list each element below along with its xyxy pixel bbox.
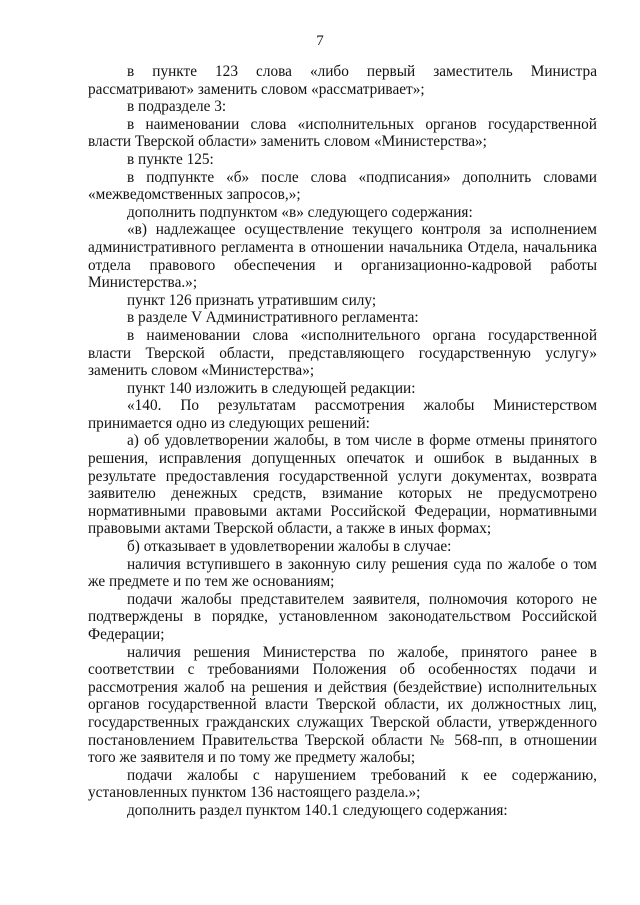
paragraph-amend-item-123: в пункте 123 слова «либо первый заместитель Министра рассматривают» заменить словом «рассматривает»; [88, 63, 597, 98]
document-body [88, 63, 597, 820]
paragraph-case-court-decision: наличия вступившего в законную силу решения суда по жалобе о том же предмете и по тем же основаниям; [88, 555, 597, 591]
paragraph-item-140: пункт 140 изложить в следующей редакции: [127, 379, 416, 397]
paragraph-section-v-title: в наименовании слова «исполнительного органа государственной власти Тверской области, представляющего государственную услугу» заменить словом «Министерства»; [88, 326, 597, 380]
paragraph-subitem-v-text: «в) надлежащее осуществление текущего контроля за исполнением административного регламента в отношении начальника Отдела, начальника отдела правового обеспечения и организационно-кадровой работы Министерства.»; [88, 221, 597, 292]
paragraph-case-representative: подачи жалобы представителем заявителя, полномочия которого не подтверждены в порядке, установленном законодательством Российской Федерации; [88, 590, 597, 643]
paragraph-item-126: пункт 126 признать утратившим силу; [127, 291, 377, 309]
paragraph-decision-b: б) отказывает в удовлетворении жалобы в случае: [127, 538, 452, 556]
paragraph-add-item-140-1: дополнить раздел пунктом 140.1 следующего содержания: [127, 801, 508, 819]
paragraph-case-prior-decision: наличия решения Министерства по жалобе, принятого ранее в соответствии с требованиями Положения об особенностях подачи и рассмотрения жалоб на решения и действия (бездействие) исполнительных органов государственной власти Тверской области, их должностных лиц, государственных гражданских служащих Тверской области, утвержденного постановлением Правительства Тверской области № 568-пп, в отношении того же заявителя и по тому же предмету жалобы; [88, 643, 597, 767]
paragraph-subsection-3: в подразделе 3: [127, 98, 227, 116]
paragraph-section-v: в разделе V Административного регламента: [127, 309, 419, 327]
paragraph-add-subitem-v: дополнить подпунктом «в» следующего содержания: [127, 203, 473, 221]
paragraph-item-125: в пункте 125: [127, 150, 214, 168]
paragraph-case-content-violation: подачи жалобы с нарушением требований к ее содержанию, установленных пунктом 136 настоящего раздела.»; [88, 766, 597, 802]
paragraph-subsection-3-title: в наименовании слова «исполнительных органов государственной власти Тверской области» заменить словом «Министерства»; [88, 115, 597, 151]
paragraph-subitem-b: в подпункте «б» после слова «подписания» дополнить словами «межведомственных запросов,»; [88, 168, 597, 204]
page-number: 7 [316, 33, 324, 49]
paragraph-decision-a: а) об удовлетворении жалобы, в том числе в форме отмены принятого решения, исправления допущенных опечаток и ошибок в выданных в результате предоставления государственной услуги документах, возврата заявителю денежных средств, взимание которых не предусмотрено нормативными правовыми актами Российской Федерации, нормативными правовыми актами Тверской области, а также в иных формах; [88, 432, 597, 538]
paragraph-item-140-text: «140. По результатам рассмотрения жалобы Министерством принимается одно из следующих решений: [88, 397, 597, 432]
